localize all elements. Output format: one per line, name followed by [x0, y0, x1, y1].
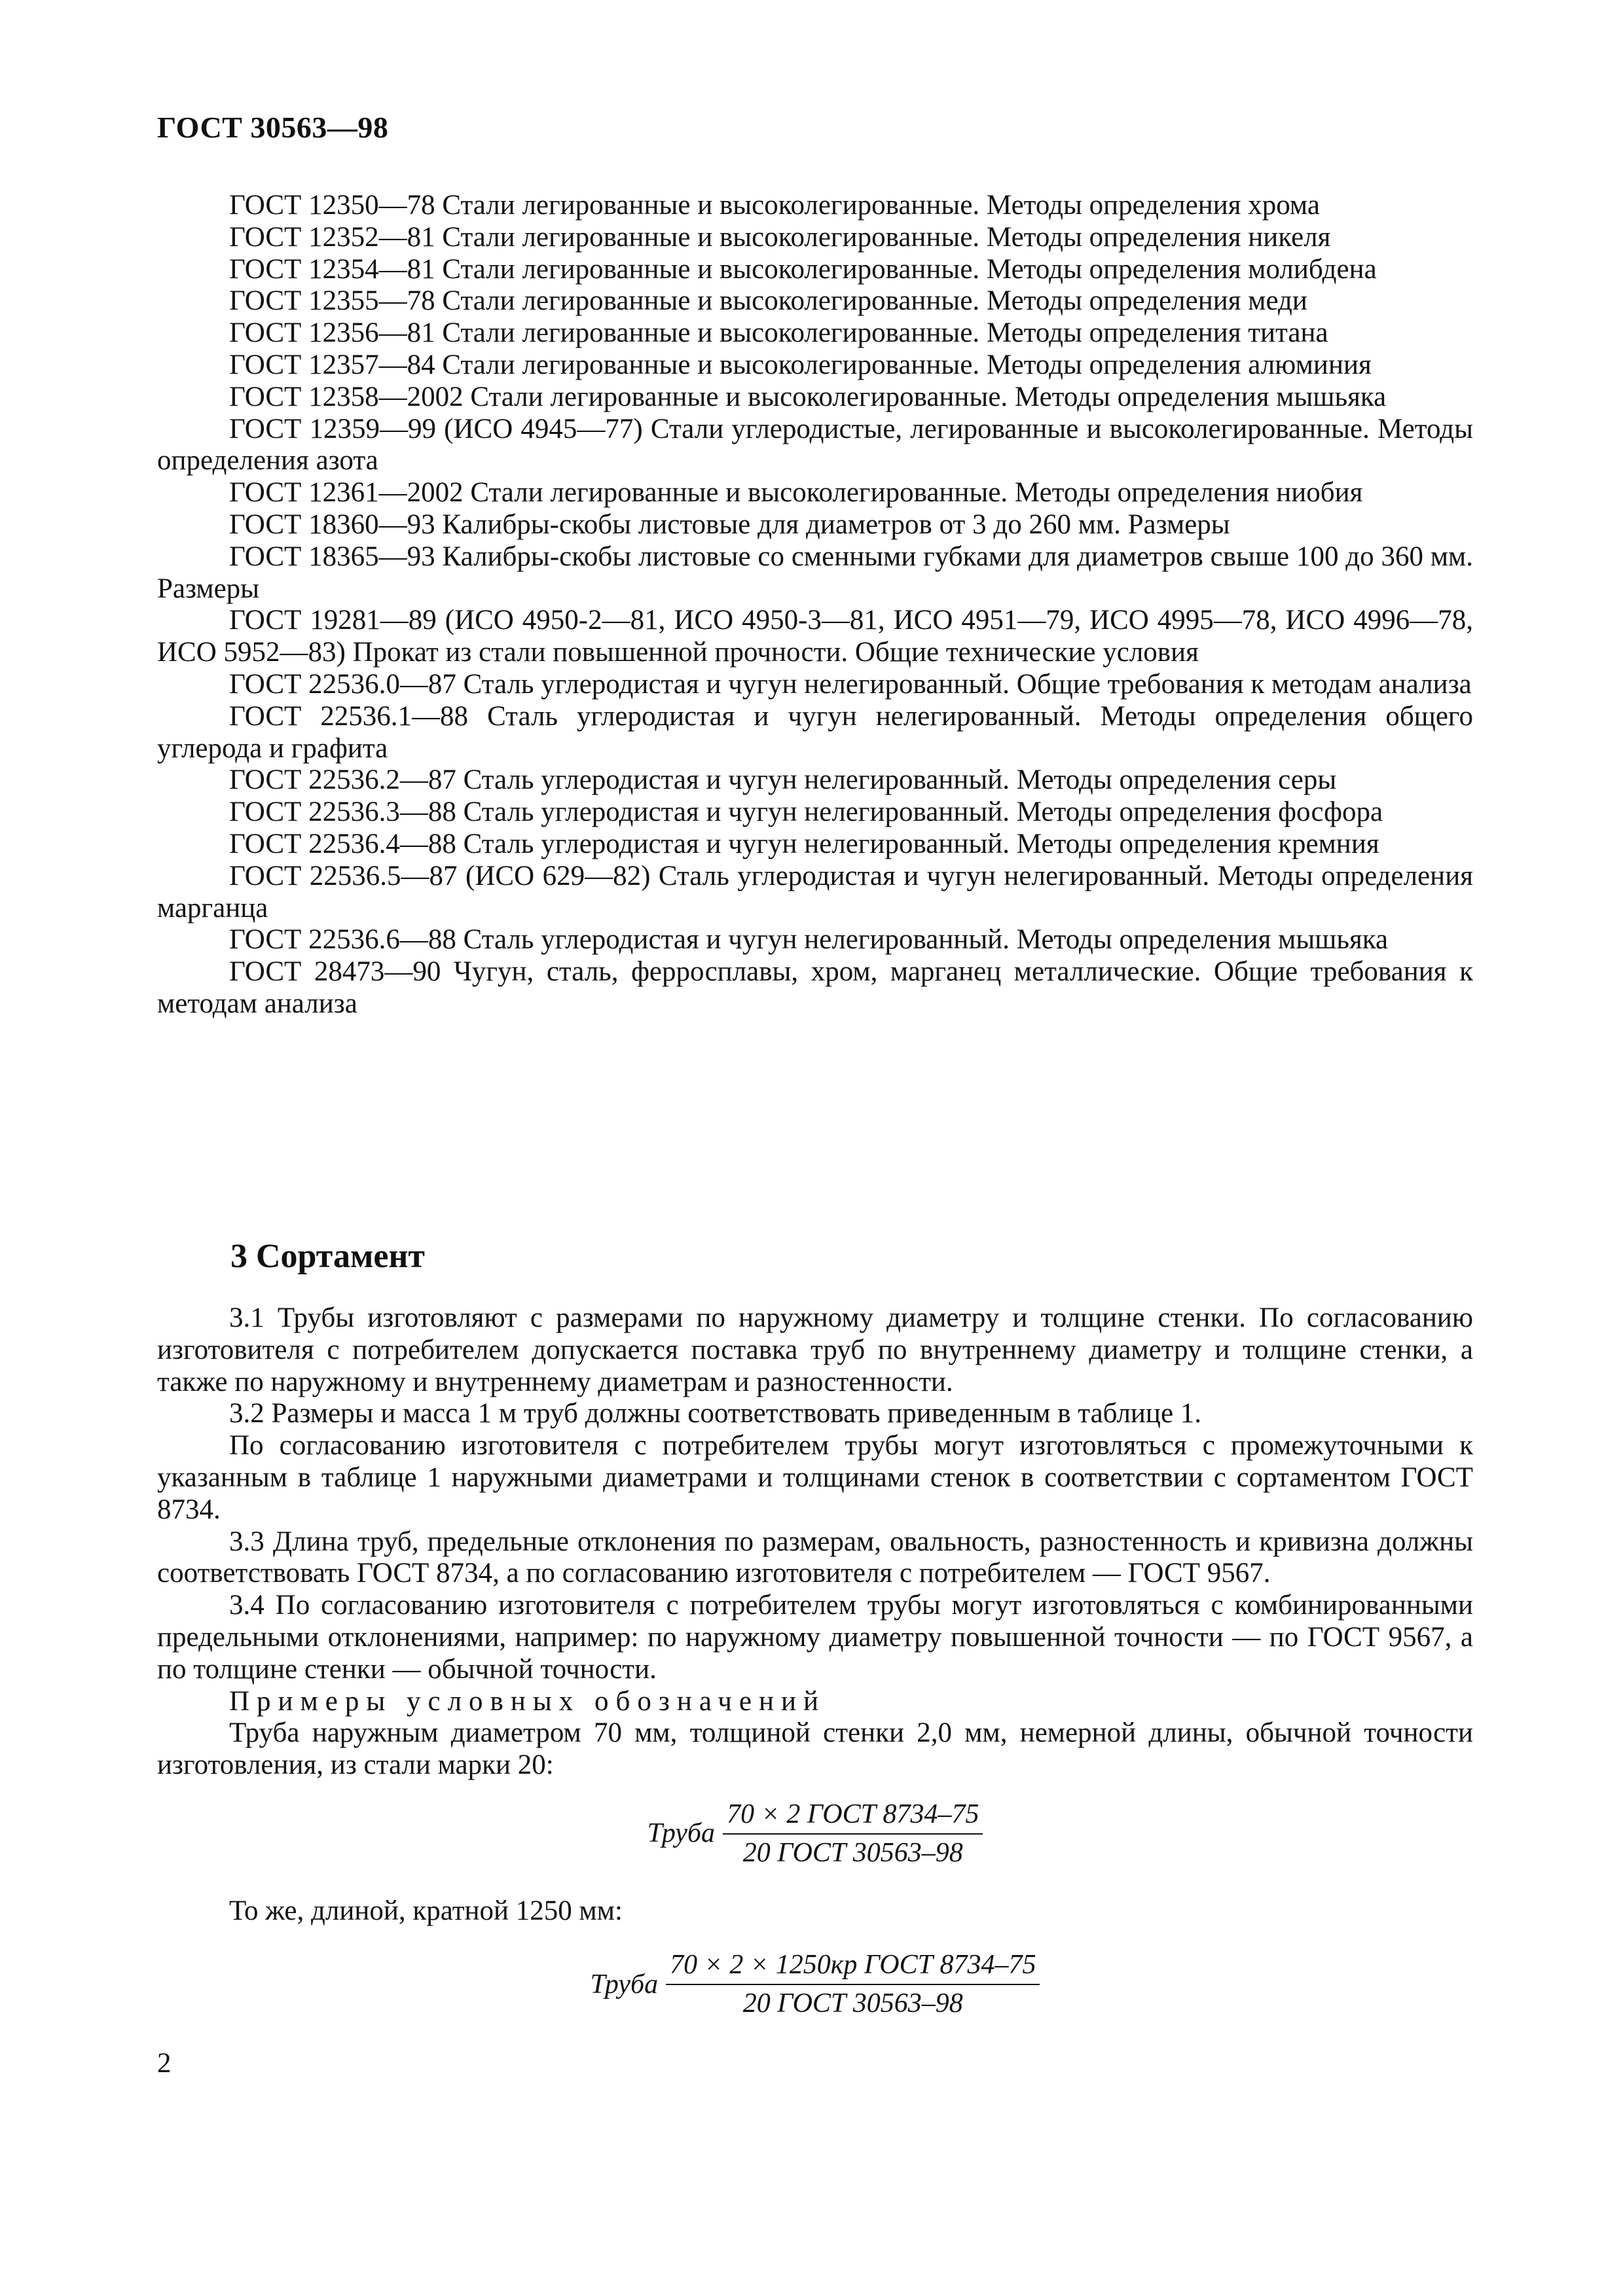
reference-item	[157, 924, 1473, 956]
designation-formula-1	[157, 1799, 1473, 1869]
reference-title: Сталь углеродистая и чугун нелегированный. Методы определения мышьяка	[463, 924, 1389, 956]
reference-code: ГОСТ 12358—2002	[229, 381, 464, 412]
formula-numerator: 70 × 2 × 1250кр ГОСТ 8734–75	[666, 1949, 1040, 1985]
reference-item	[157, 350, 1473, 382]
reference-item	[157, 669, 1473, 701]
reference-code: ГОСТ 22536.6—88	[229, 924, 456, 956]
reference-title: Стали легированные и высоколегированные. Методы определения ниобия	[470, 477, 1363, 509]
reference-code: ГОСТ 22536.2—87	[229, 764, 456, 796]
reference-title: Калибры-скобы листовые со сменными губками для диаметров свыше 100 до 360 мм. Размеры	[157, 541, 1474, 604]
reference-item	[157, 829, 1473, 861]
reference-title: Стали легированные и высоколегированные. Методы определения меди	[442, 285, 1307, 317]
reference-item	[157, 701, 1473, 765]
reference-title: Стали легированные и высоколегированные. Методы определения молибдена	[442, 253, 1377, 285]
reference-title: (ИСО 4950-2—81, ИСО 4950-3—81, ИСО 4951—79, ИСО 4995—78, ИСО 4996—78, ИСО 5952—83) Прокат из стали повышенной прочности. Общие технические условия	[157, 605, 1473, 668]
reference-code: ГОСТ 22536.5—87	[229, 860, 458, 891]
reference-code: ГОСТ 22536.4—88	[229, 828, 456, 859]
reference-title: Сталь углеродистая и чугун нелегированный. Методы определения кремния	[463, 828, 1379, 859]
formula-numerator: 70 × 2 ГОСТ 8734–75	[723, 1799, 983, 1835]
document-header: ГОСТ 30563—98	[157, 111, 389, 144]
reference-item	[157, 254, 1473, 286]
reference-code: ГОСТ 12356—81	[229, 317, 435, 349]
reference-code: ГОСТ 12357—84	[229, 349, 435, 380]
formula-denominator: 20 ГОСТ 30563–98	[742, 1837, 963, 1868]
reference-item	[157, 797, 1473, 829]
paragraph-3-1: 3.1 Трубы изготовляют с размерами по наружному диаметру и толщине стенки. По согласованию изготовителя с потребителем допускается поставка труб по внутреннему диаметру и толщине стенки, а также по наружному и внутреннему диаметрам и разностенности.	[157, 1302, 1473, 1397]
reference-code: ГОСТ 18360—93	[229, 509, 435, 540]
reference-title: Стали легированные и высоколегированные. Методы определения мышьяка	[470, 381, 1387, 412]
reference-code: ГОСТ 18365—93	[229, 541, 435, 572]
paragraph-3-4: 3.4 По согласованию изготовителя с потребителем трубы могут изготовляться с комбинированными предельными отклонениями, например: по наружному диаметру повышенной точности — по ГОСТ 9567, а по толщине стенки — обычной точности.	[157, 1590, 1473, 1685]
example-1-text: Труба наружным диаметром 70 мм, толщиной стенки 2,0 мм, немерной длины, обычной точности изготовления, из стали марки 20:	[157, 1717, 1473, 1781]
reference-title: (ИСО 4945—77) Стали углеродистые, легированные и высоколегированные. Методы определения азота	[157, 413, 1473, 476]
reference-code: ГОСТ 12350—78	[229, 190, 435, 221]
reference-item	[157, 190, 1473, 222]
examples-heading: Примеры условных обозначений	[229, 1685, 826, 1717]
reference-item	[157, 764, 1473, 797]
section-title: 3 Сортамент	[230, 1238, 425, 1275]
reference-title: (ИСО 629—82) Сталь углеродистая и чугун нелегированный. Методы определения марганца	[157, 860, 1473, 924]
reference-title: Стали легированные и высоколегированные. Методы определения хрома	[442, 190, 1320, 221]
reference-title: Чугун, сталь, ферросплавы, хром, марганец металлические. Общие требования к методам анализа	[157, 956, 1473, 1019]
reference-item	[157, 541, 1473, 605]
reference-item	[157, 477, 1473, 509]
reference-item	[157, 317, 1473, 350]
paragraph-3-3: 3.3 Длина труб, предельные отклонения по размерам, овальность, разностенность и кривизна должны соответствовать ГОСТ 8734, а по согласованию изготовителя с потребителем — ГОСТ 9567.	[157, 1526, 1473, 1589]
reference-item	[157, 956, 1473, 1020]
reference-title: Сталь углеродистая и чугун нелегированный. Общие требования к методам анализа	[463, 668, 1472, 700]
reference-code: ГОСТ 28473—90	[229, 956, 441, 988]
paragraph-3-2: 3.2 Размеры и масса 1 м труб должны соответствовать приведенным в таблице 1.	[229, 1398, 1202, 1429]
reference-item	[157, 605, 1473, 669]
reference-code: ГОСТ 22536.3—88	[229, 797, 456, 828]
reference-code: ГОСТ 22536.1—88	[229, 700, 469, 732]
reference-title: Стали легированные и высоколегированные. Методы определения титана	[442, 317, 1328, 349]
reference-code: ГОСТ 12359—99	[229, 413, 436, 444]
formula-lead: Труба	[590, 1969, 659, 2000]
reference-code: ГОСТ 12355—78	[229, 285, 435, 317]
reference-title: Сталь углеродистая и чугун нелегированный. Методы определения серы	[463, 764, 1337, 796]
reference-code: ГОСТ 22536.0—87	[229, 668, 456, 700]
reference-title: Сталь углеродистая и чугун нелегированный. Методы определения общего углерода и графита	[157, 700, 1473, 764]
formula-fraction	[723, 1799, 983, 1869]
formula-fraction	[666, 1949, 1040, 2020]
reference-title: Калибры-скобы листовые для диаметров от 3 до 260 мм. Размеры	[442, 509, 1230, 540]
reference-code: ГОСТ 12361—2002	[229, 477, 464, 509]
formula-denominator: 20 ГОСТ 30563–98	[742, 1988, 963, 2019]
reference-item	[157, 285, 1473, 317]
reference-title: Стали легированные и высоколегированные. Методы определения никеля	[442, 221, 1331, 253]
reference-item	[157, 414, 1473, 478]
reference-code: ГОСТ 12354—81	[229, 253, 435, 285]
formula-lead: Труба	[647, 1818, 716, 1849]
reference-item	[157, 222, 1473, 254]
reference-code: ГОСТ 12352—81	[229, 221, 435, 253]
normative-references-list	[157, 190, 1473, 1020]
designation-formula-2	[157, 1949, 1473, 2020]
reference-item	[157, 861, 1473, 925]
reference-item	[157, 382, 1473, 414]
reference-item	[157, 509, 1473, 541]
example-2-text: То же, длиной, кратной 1250 мм:	[229, 1895, 623, 1926]
reference-code: ГОСТ 19281—89	[229, 605, 437, 636]
page-number: 2	[157, 2048, 172, 2079]
paragraph-3-2-continuation: По согласованию изготовителя с потребителем трубы могут изготовляться с промежуточными к указанным в таблице 1 наружными диаметрами и толщинами стенок в соответствии с сортаментом ГОСТ 8734.	[157, 1430, 1473, 1525]
section-body	[157, 1302, 1473, 2020]
reference-title: Стали легированные и высоколегированные. Методы определения алюминия	[442, 349, 1372, 380]
reference-title: Сталь углеродистая и чугун нелегированный. Методы определения фосфора	[463, 797, 1383, 828]
